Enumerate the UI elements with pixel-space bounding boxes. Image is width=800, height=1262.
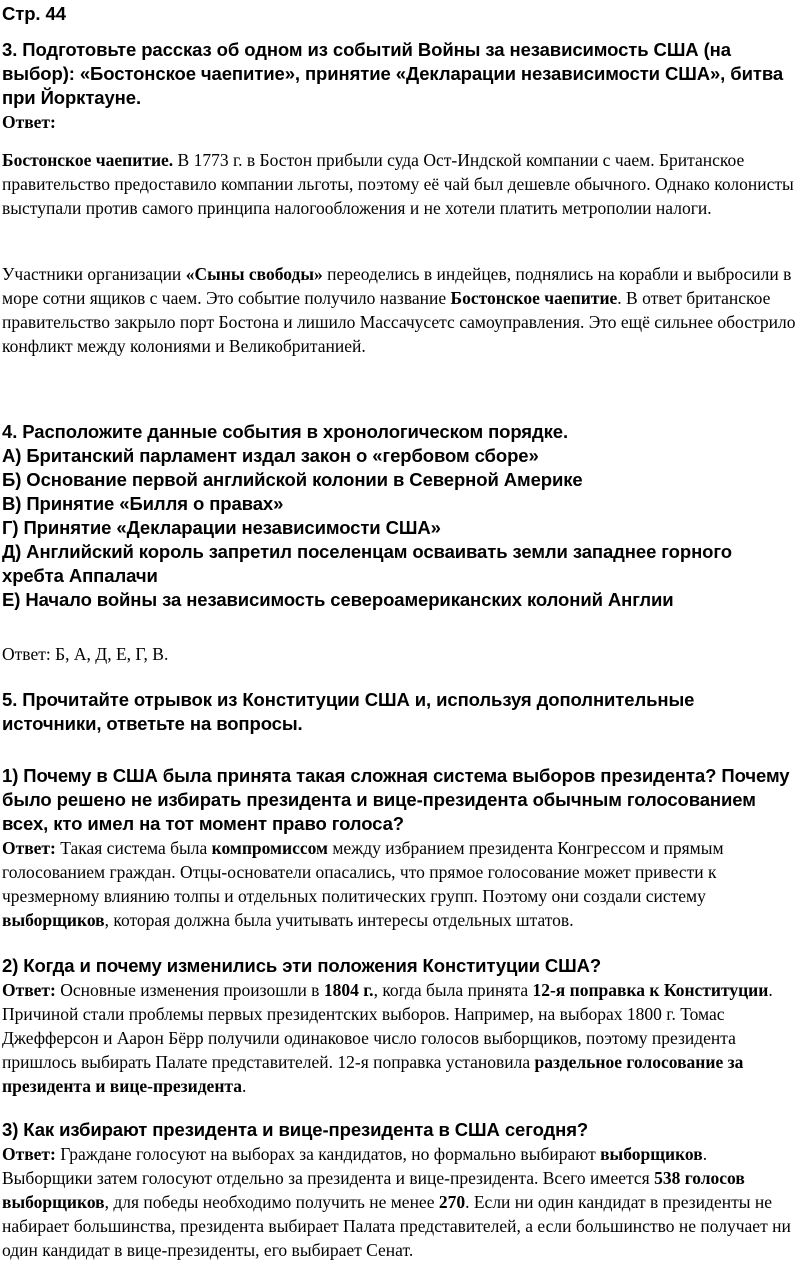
event-item-g: Г) Принятие «Декларации независимости США» — [2, 517, 441, 538]
event-item-b: Б) Основание первой английской колонии в Северной Америке — [2, 469, 583, 490]
event-item-d: Д) Английский король запретил поселенцам осваивать земли западнее горного хребта Аппалачи — [2, 541, 732, 586]
question-3-paragraph-1: Бостонское чаепитие. В 1773 г. в Бостон прибыли суда Ост-Индской компании с чаем. Британское правительство предоставило компании льготы, поэтому её чай был дешевле обычного. Однако колонисты выступали против самого принципа налогообложения и не хотели платить метрополии налоги. — [2, 150, 794, 218]
sub-question-3: 3) Как избирают президента и вице-президента в США сегодня? — [2, 1119, 589, 1140]
question-3 — [2, 38, 798, 134]
question-5-title: 5. Прочитайте отрывок из Конституции США и, используя дополнительные источники, ответьте на вопросы. — [2, 689, 695, 734]
sub-answer-1: Ответ: Такая система была компромиссом между избранием президента Конгрессом и прямым голосованием граждан. Отцы-основатели опасались, что прямое голосование может привести к чрезмерному влиянию толпы и отдельных политических групп. Поэтому они создали систему выборщиков, которая должна была учитывать интересы отдельных штатов. — [2, 838, 724, 930]
boston-tea-party-lead: Бостонское чаепитие. — [2, 150, 174, 170]
sub-answer-2: Ответ: Основные изменения произошли в 1804 г., когда была принята 12-я поправка к Конституции. Причиной стали проблемы первых президентских выборов. Например, на выборах 1800 г. Томас Джефферсон и Аарон Бёрр получили одинаковое число голосов выборщиков, поэтому президента пришлось выбирать Палате представителей. 12-я поправка установила раздельное голосование за президента и вице-президента. — [2, 980, 773, 1096]
question-5-sub-1 — [2, 764, 798, 932]
question-5-sub-2 — [2, 954, 798, 1098]
question-4-answer: Ответ: Б, А, Д, Е, Г, В. — [2, 644, 169, 664]
sub-question-2: 2) Когда и почему изменились эти положения Конституции США? — [2, 955, 602, 976]
question-3-answer-label: Ответ: — [2, 112, 56, 132]
question-4-title: 4. Расположите данные события в хронологическом порядке. — [2, 421, 569, 442]
page-label: Стр. 44 — [2, 3, 66, 24]
question-5-sub-3 — [2, 1118, 798, 1262]
sub-question-1: 1) Почему в США была принята такая сложная система выборов президента? Почему было решено не избирать президента и вице-президента обычным голосованием всех, кто имел на тот момент право голоса? — [2, 765, 790, 834]
event-item-e: Е) Начало войны за независимость североамериканских колоний Англии — [2, 589, 674, 610]
question-5 — [2, 688, 798, 736]
question-3-title: 3. Подготовьте рассказ об одном из событий Войны за независимость США (на выбор): «Бостонское чаепитие», принятие «Декларации независимости США», битва при Йорктауне. — [2, 39, 784, 108]
event-item-v: В) Принятие «Билля о правах» — [2, 493, 284, 514]
sub-answer-3: Ответ: Граждане голосуют на выборах за кандидатов, но формально выбирают выборщиков. Выборщики затем голосуют отдельно за президента и вице-президента. Всего имеется 538 голосов выборщиков, для победы необходимо получить не менее 270. Если ни один кандидат в президенты не набирает большинства, президента выбирает Палата представителей, а если большинство не получает ни один кандидат в вице-президенты, его выбирает Сенат. — [2, 1144, 791, 1260]
event-item-a: А) Британский парламент издал закон о «гербовом сборе» — [2, 445, 539, 466]
question-3-paragraph-2: Участники организации «Сыны свободы» переоделись в индейцев, поднялись на корабли и выбросили в море сотни ящиков с чаем. Это событие получило название Бостонское чаепитие. В ответ британское правительство закрыло порт Бостона и лишило Массачусетс самоуправления. Это ещё сильнее обострило конфликт между колониями и Великобританией. — [2, 264, 796, 356]
question-4 — [2, 420, 798, 612]
page-label-block — [2, 2, 798, 26]
